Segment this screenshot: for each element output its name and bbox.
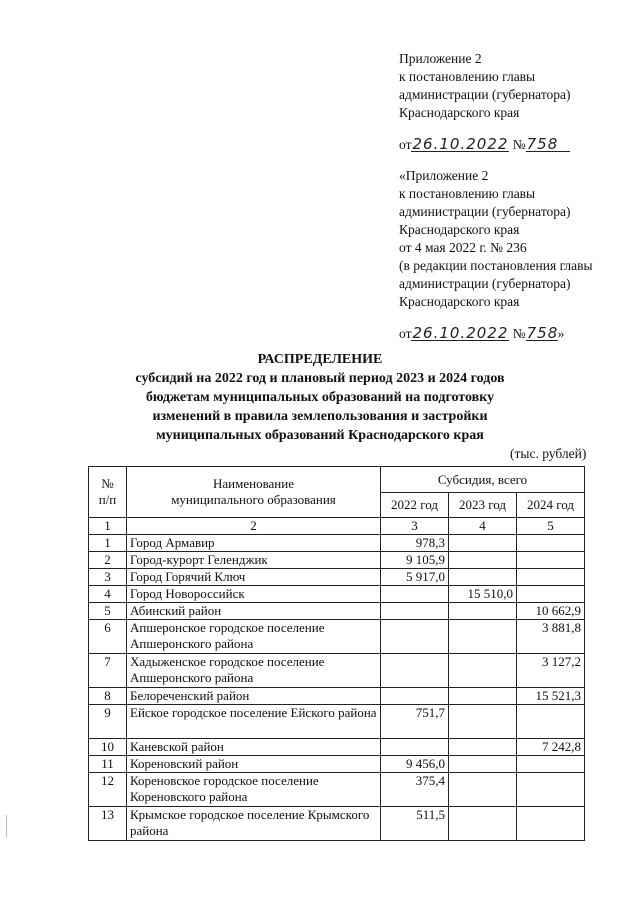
value-2024 (517, 807, 585, 841)
quoted-line: к постановлению главы (399, 186, 536, 201)
quoted-appendix-header (399, 167, 593, 343)
row-number: 12 (89, 773, 127, 807)
row-number: 7 (89, 654, 127, 688)
quoted-line: (в редакции постановления главы (399, 258, 593, 273)
index-row (89, 518, 585, 535)
number-label: № (512, 137, 526, 152)
col-header-number: № п/п (89, 467, 127, 518)
row-name: Кореновское городское поселение Кореновского района (127, 773, 381, 807)
value-2023 (449, 705, 517, 739)
handwritten-date: 26.10.2022 (412, 135, 509, 153)
value-2024 (517, 705, 585, 739)
row-number: 3 (89, 569, 127, 586)
title-line: муниципальных образований Краснодарского края (156, 428, 484, 443)
value-2024 (517, 569, 585, 586)
row-name: Апшеронское городское поселение Апшеронского района (127, 620, 381, 654)
value-2024: 3 127,2 (517, 654, 585, 688)
value-2024 (517, 552, 585, 569)
table-row (89, 552, 585, 569)
value-2024: 10 662,9 (517, 603, 585, 620)
appendix-line: администрации (губернатора) (399, 87, 571, 102)
row-number: 11 (89, 756, 127, 773)
row-number: 10 (89, 739, 127, 756)
value-2022: 751,7 (381, 705, 449, 739)
value-2023: 15 510,0 (449, 586, 517, 603)
index-cell: 5 (517, 518, 585, 535)
appendix-header (399, 50, 571, 154)
table-row (89, 807, 585, 841)
value-2022: 5 917,0 (381, 569, 449, 586)
table-row (89, 773, 585, 807)
handwritten-date: 26.10.2022 (412, 324, 509, 342)
value-2022: 375,4 (381, 773, 449, 807)
from-label: от (399, 137, 412, 152)
row-name: Абинский район (127, 603, 381, 620)
value-2023 (449, 620, 517, 654)
value-2024 (517, 773, 585, 807)
col-header-subsidy: Субсидия, всего (381, 467, 585, 493)
table-row (89, 705, 585, 739)
document-title (0, 350, 640, 445)
index-cell: 4 (449, 518, 517, 535)
row-number: 6 (89, 620, 127, 654)
row-name: Хадыженское городское поселение Апшеронского района (127, 654, 381, 688)
col-header-2022: 2022 год (381, 493, 449, 518)
table-body (89, 535, 585, 841)
value-2023 (449, 552, 517, 569)
col-header-name: Наименование муниципального образования (127, 467, 381, 518)
row-number: 4 (89, 586, 127, 603)
row-number: 2 (89, 552, 127, 569)
row-name: Крымское городское поселение Крымского района (127, 807, 381, 841)
handwritten-number: 758 (526, 137, 570, 152)
row-name: Каневской район (127, 739, 381, 756)
table-row (89, 756, 585, 773)
table-row (89, 586, 585, 603)
row-name: Белореченский район (127, 688, 381, 705)
closing-quote: » (557, 326, 565, 341)
units-label: (тыс. рублей) (510, 446, 587, 461)
appendix-line: к постановлению главы (399, 69, 536, 84)
appendix-line: Краснодарского края (399, 105, 520, 120)
value-2022 (381, 688, 449, 705)
value-2023 (449, 756, 517, 773)
value-2023 (449, 569, 517, 586)
index-cell: 3 (381, 518, 449, 535)
row-number: 9 (89, 705, 127, 739)
row-name: Ейское городское поселение Ейского района (127, 705, 381, 739)
value-2023 (449, 739, 517, 756)
table-row (89, 569, 585, 586)
value-2022 (381, 586, 449, 603)
from-label: от (399, 326, 412, 341)
table-row (89, 535, 585, 552)
value-2023 (449, 603, 517, 620)
quoted-line: Краснодарского края (399, 294, 520, 309)
value-2022 (381, 620, 449, 654)
table-row (89, 688, 585, 705)
title-line: субсидий на 2022 год и плановый период 2023 и 2024 годов (135, 371, 505, 386)
quoted-line: администрации (губернатора) (399, 276, 571, 291)
value-2022 (381, 603, 449, 620)
table-row (89, 739, 585, 756)
value-2024 (517, 756, 585, 773)
value-2023 (449, 654, 517, 688)
quoted-date-line (399, 325, 593, 343)
quoted-line: администрации (губернатора) (399, 204, 571, 219)
title-line: бюджетам муниципальных образований на подготовку (145, 390, 495, 405)
value-2023 (449, 688, 517, 705)
index-cell: 2 (127, 518, 381, 535)
value-2022: 511,5 (381, 807, 449, 841)
scan-mark (6, 815, 7, 837)
value-2022 (381, 739, 449, 756)
row-name: Город-курорт Геленджик (127, 552, 381, 569)
quoted-line: от 4 мая 2022 г. № 236 (399, 240, 527, 255)
row-number: 13 (89, 807, 127, 841)
col-header-2024: 2024 год (517, 493, 585, 518)
title-heading: РАСПРЕДЕЛЕНИЕ (257, 352, 383, 367)
handwritten-number: 758 (526, 324, 559, 342)
value-2024 (517, 535, 585, 552)
title-line: изменений в правила землепользования и застройки (152, 409, 488, 424)
index-cell: 1 (89, 518, 127, 535)
number-label: № (512, 326, 526, 341)
value-2024: 3 881,8 (517, 620, 585, 654)
value-2023 (449, 773, 517, 807)
quoted-line: «Приложение 2 (399, 168, 489, 183)
value-2024: 7 242,8 (517, 739, 585, 756)
quoted-line: Краснодарского края (399, 222, 520, 237)
table-row (89, 603, 585, 620)
table-row (89, 620, 585, 654)
value-2022: 9 105,9 (381, 552, 449, 569)
value-2022 (381, 654, 449, 688)
row-number: 5 (89, 603, 127, 620)
row-name: Город Горячий Ключ (127, 569, 381, 586)
appendix-date-line (399, 136, 571, 154)
table-row (89, 654, 585, 688)
col-header-2023: 2023 год (449, 493, 517, 518)
subsidy-table (88, 466, 585, 841)
value-2022: 978,3 (381, 535, 449, 552)
value-2023 (449, 535, 517, 552)
value-2022: 9 456,0 (381, 756, 449, 773)
row-name: Город Армавир (127, 535, 381, 552)
appendix-line: Приложение 2 (399, 51, 482, 66)
value-2024 (517, 586, 585, 603)
row-name: Кореновский район (127, 756, 381, 773)
row-number: 1 (89, 535, 127, 552)
row-number: 8 (89, 688, 127, 705)
value-2023 (449, 807, 517, 841)
value-2024: 15 521,3 (517, 688, 585, 705)
row-name: Город Новороссийск (127, 586, 381, 603)
